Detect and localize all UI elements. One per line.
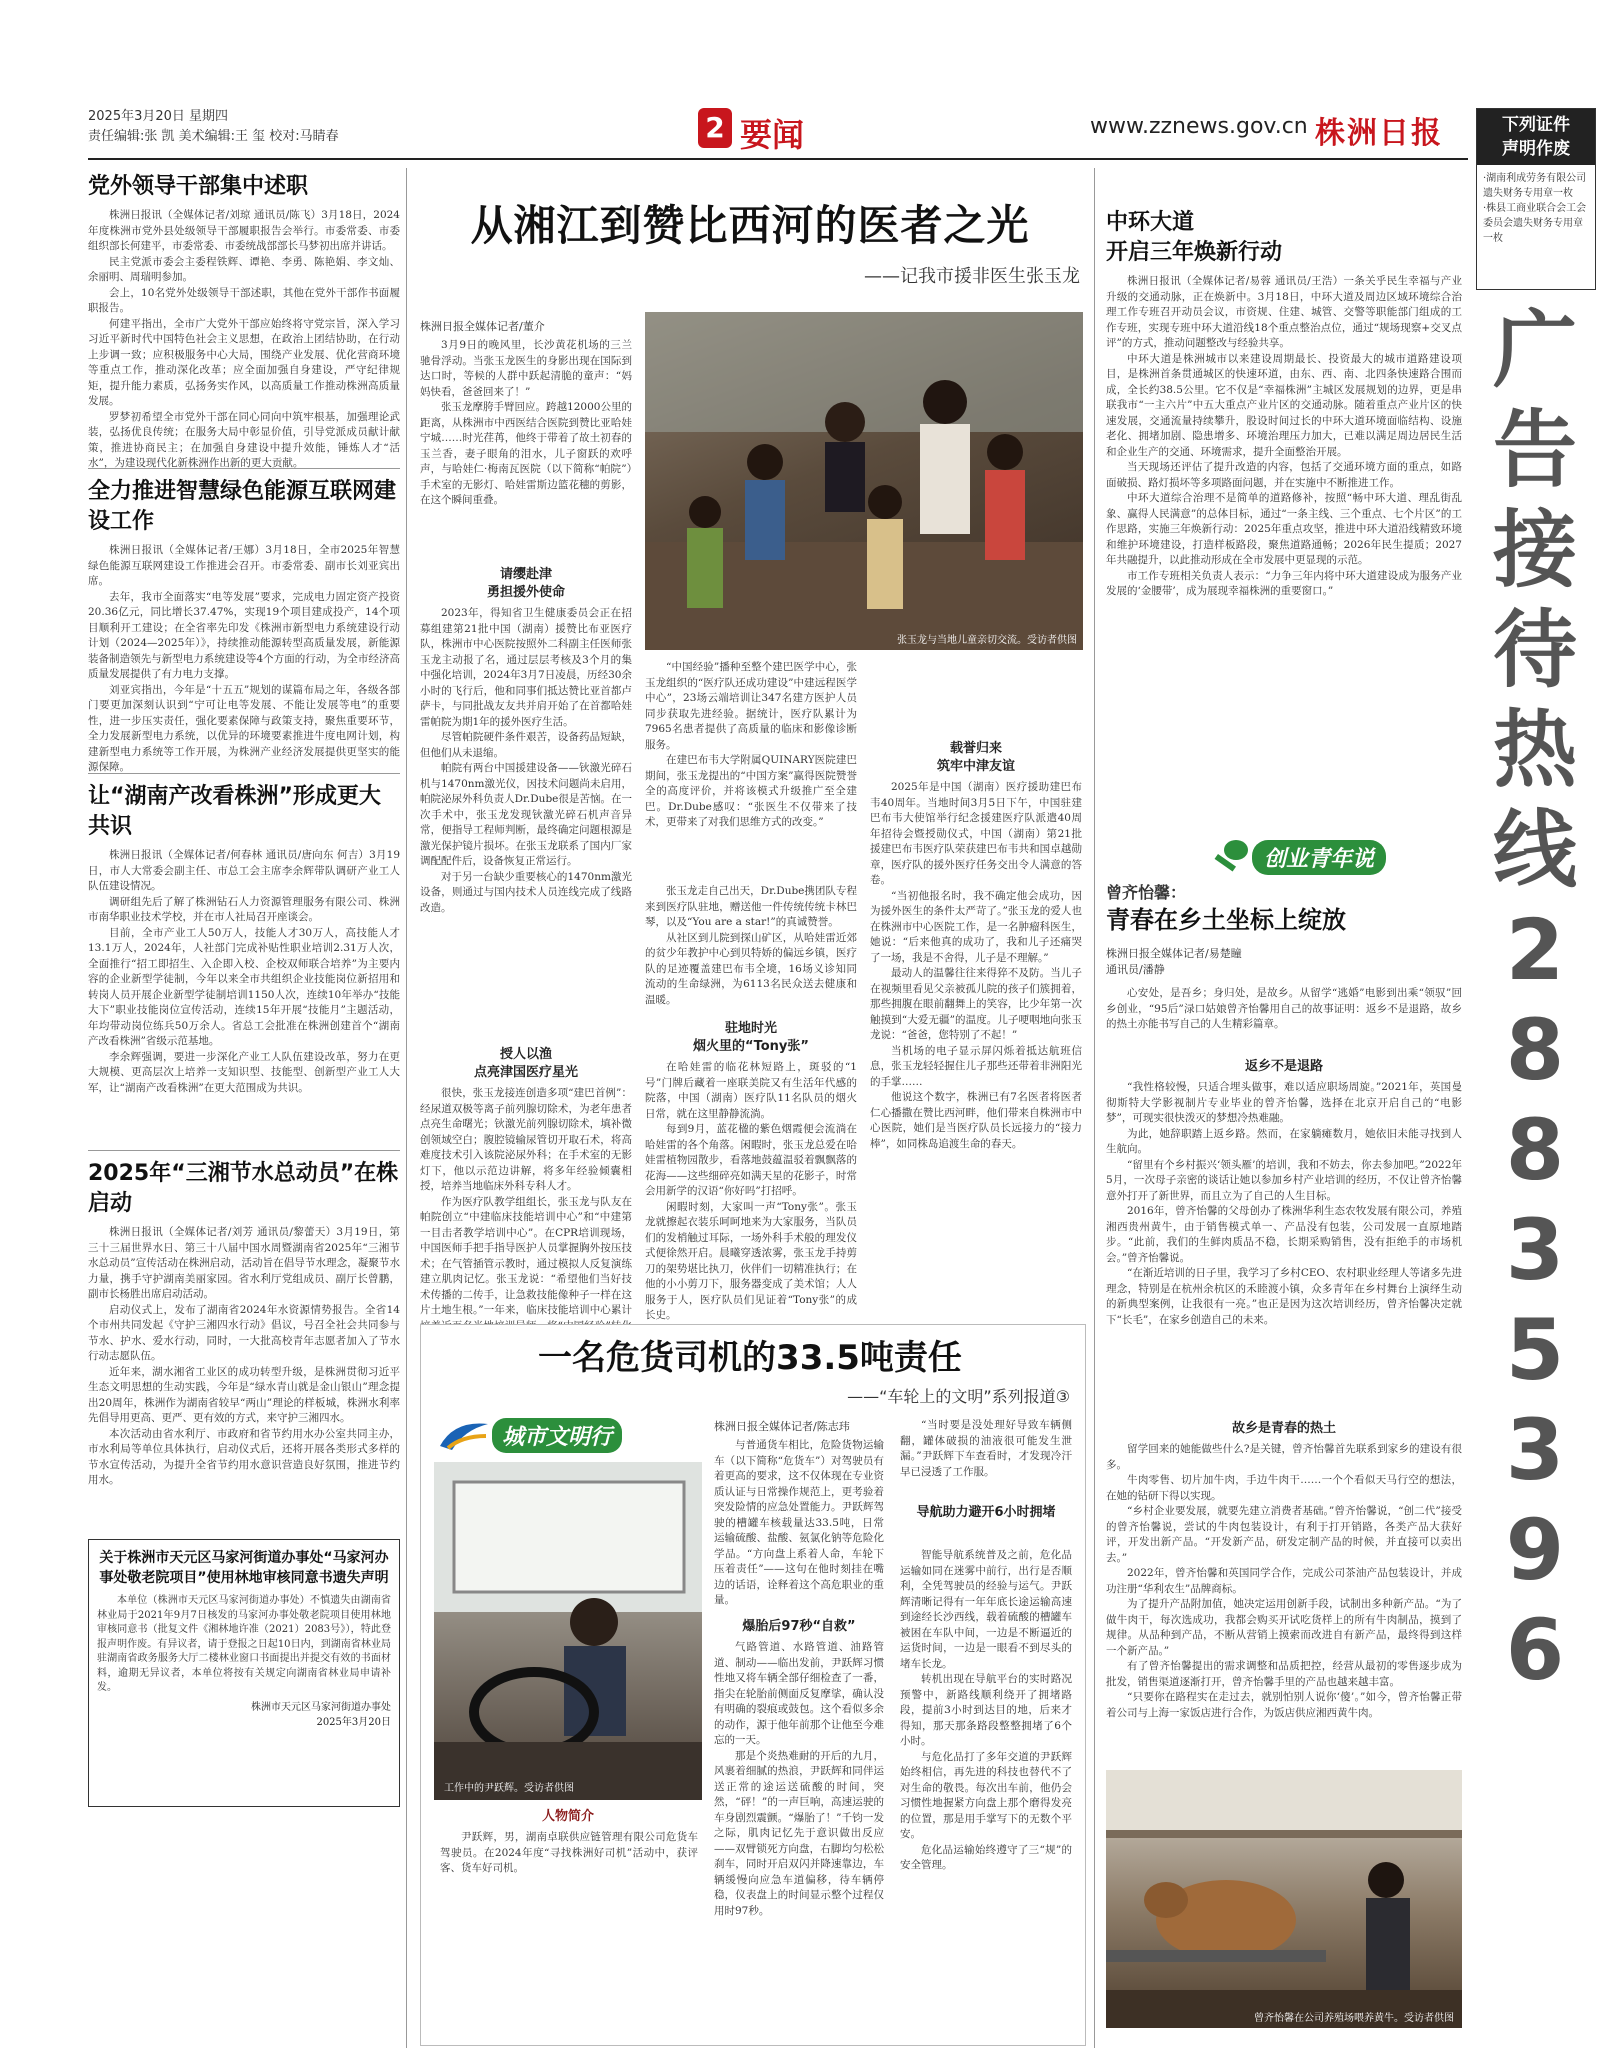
city-civility-tag bbox=[434, 1416, 640, 1454]
left-column bbox=[88, 168, 400, 1807]
article-body: “我性格较慢，只适合埋头做事，难以适应职场周旋。”2021年，英国曼彻斯特大学影视制片专业毕业的曾齐怡馨，选择在北京开启自己的“电影梦”，可现实很快泼灭的梦想冷热难融。 为此，她辞职踏上返乡路。然而，在家躺瘫数月，她依旧未能寻找到人生航向。 “留里有个乡村振兴‘领头雁’的培训，我和不妨去，你去参加吧。”2022年5月，一次母子亲密的谈话让她以参加乡村产业培训的经历，不仅让曾齐怡馨意外打开了新世界，而且立为了自己的人生目标。 2016年，曾齐怡馨的父母创办了株洲华利生态农牧发展有限公司，养殖湘西贵州黄牛，由于销售模式单一、产品没有包装，公司发展一直原地踏步。“此前，我们的生鲜肉质品不稳，长期采购销售，没有拒绝手的市场机会。”曾齐怡馨说。 “在渐近培训的日子里，我学习了乡村CEO、农村职业经理人等诸多先进理念，特别是在杭州余杭区的禾睦渡小镇，众多青年在乡村舞台上演绎生动的新典型案例，让我很有一亮。”也正是因为这次培训经历，曾齐怡馨决定就下“长毛”，在家乡创造自己的未来。 bbox=[1106, 1081, 1462, 1326]
truck-cab-photo-icon bbox=[434, 1462, 702, 1800]
article-title: 让“湖南产改看株洲”形成更大共识 bbox=[88, 784, 381, 839]
article-body: 株洲日报讯（全媒体记者/易蓉 通讯员/王浩）一条关乎民生幸福与产业升级的交通动脉，正在焕新中。3月18日，中环大道及周边区域环境综合治理工作专班召开动员会议，市资规、住建、城管、交警等职能部门组成的工作专班，实现专班中环大道沿线18个重点整治点位，通过“规场现察+交叉点评”的方式，推动问题整改与经验共享。 中环大道是株洲城市以来建设周期最长、投资最大的城市道路建设项目，是株洲首条贯通城区的快速环道，由东、西、南、北四条快速路合围而成，全长约38.5公里。它不仅是“幸福株洲”主城区发展规划的边界，更是串联我市“一主六片”中五大重点产业片区的交通动脉。随着重点产业片区的快速发展，交通流量持续攀升，股设时间过长的中环大道环境面临结构、设施老化、拥堵加剧、隐患增多、环境治理压力加大，已难以满足周边居民生活和企业生产的交通、环境需求，提升全面整治开展。 当天现场还评估了提升改造的内容，包括了交通环境方面的重点，如路面破损、路灯损坏等多项路面问题，并在实施中不断推进工作。 中环大道综合治理不是简单的道路修补，按照“畅中环大道、理乱街乱象、赢得人民满意”的总体目标，通过“一条主线、三个重点、七个片区”的工作思路，实施三年焕新行动：2025年重点攻坚，推进中环大道沿线精致环境和维护环境建设，打造样板路段，聚焦道路通畅；2026年民生提质；2027年共融提升，以此推动形成在全市发展中更显现的示范。 市工作专班相关负责人表示：“力争三年内将中环大道建设成为服务产业发展的‘金腰带’，成为展现幸福株洲的重要窗口。” bbox=[1106, 275, 1462, 597]
ad-char: 待 bbox=[1492, 601, 1577, 699]
feature-col1b: 2023年，得知省卫生健康委员会正在招募组建第21批中国（湖南）援赞比布亚医疗队，株洲市中心医院按照外二科副主任医师张玉龙主动报了名，通过层层考核及3个月的集中强化培训，2024年3月7日凌晨，历经30余小时的飞行后，他和同事们抵达赞比亚首都卢萨卡，与同批战友友共并肩开始了在首都哈娃雷帕院为期1年的援外医疗生活。 尽管帕院硬件条件艰苦，设备药品短缺，但他们从未退缩。 帕院有两台中国援建设备——钬激光碎石机与1470nm激光仪，因技术问题尚未启用，帕院泌尿外科负责人Dr.Dube很是苦恼。在一次手术中，张玉龙发现钬激光碎石机声音异常，便指导工程师判断，最终确定问题根源是激光保护镜片损坏。在张玉龙联系了国内厂家调配配件后，设备恢复正常运行。 对于另一台缺少重要核心的1470nm激光设备，则通过与国内技术人员连线完成了线路改造。 bbox=[420, 607, 632, 914]
article-body: 留学回来的她能做些什么?是关键，曾齐怡馨首先联系到家乡的建设有很多。 牛肉零售、切片加牛肉，手边牛肉干……一个个看似天马行空的想法，在她的钻研下得以实现。 “乡村企业要发展，就要先建立消费者基础。”曾齐怡馨说，“创二代”接受的曾齐怡馨说，尝试的牛肉包装设计，有利于打开销路，各类产品大获好评，开发出新产品。“开发新产品，研发定制产品的时候，并直接可以卖出去。” 2022年，曾齐怡馨和英国同学合作，完成公司茶油产品包装设计，并成功注册“华利农生”品牌商标。 为了提升产品附加值，她决定运用创新手段，试制出多种新产品。“为了做牛肉干，每次选成功，我都会购买开试吃货样上的所有牛肉制品，摸到了规律。从品种到产品，不断从营销上摸索而改进自有新产品，最终得到这样一个新产品。” 有了曾齐怡馨提出的需求调整和品质把控，经营从最初的零售逐步成为批发，销售渠道逐渐打开，曾齐怡馨手里的产品也越来越丰富。 “只要你在路程实在走过去，就别怕别人说你‘傻’。”如今，曾齐怡馨正带着公司与上海一家饭店进行合作，为饭店供应湘西黄牛肉。 bbox=[1106, 1443, 1462, 1719]
article-subhead: 返乡不是退路 bbox=[1244, 1059, 1323, 1074]
feature-photo bbox=[645, 312, 1083, 650]
feature-subhead: 载誉归来 筑牢中津友谊 bbox=[936, 741, 1015, 774]
feature-subhead: 请缨赴津 勇担援外使命 bbox=[486, 567, 565, 600]
article-title: 党外领导干部集中述职 bbox=[88, 174, 309, 199]
lost-notice-box bbox=[88, 1539, 400, 1807]
ad-char: 广 bbox=[1492, 301, 1577, 399]
youth-startup-tag bbox=[1210, 836, 1410, 878]
feature2-subtitle: ——“车轮上的文明”系列报道③ bbox=[847, 1387, 1070, 1406]
site-url[interactable]: www.zznews.gov.cn bbox=[1090, 114, 1308, 139]
driver-photo bbox=[434, 1462, 702, 1800]
ad-char: 3 bbox=[1505, 1201, 1565, 1299]
feature2-title: 一名危货司机的33.5吨责任 bbox=[538, 1338, 962, 1378]
profile-label: 人物简介 bbox=[541, 1809, 594, 1824]
cattle-farm-photo-icon bbox=[1106, 1770, 1462, 2028]
profile-text: 尹跃辉，男，湖南卓联供应链管理有限公司危货车驾驶员。在2024年度“寻找株洲好司机”活动中，获评客、货车好司机。 bbox=[440, 1831, 698, 1874]
article-title: 青春在乡土坐标上绽放 bbox=[1106, 906, 1346, 934]
article-body: 株洲日报讯（全媒体记者/刘琼 通讯员/陈飞）3月18日，2024年度株洲市党外县处级领导干部履职报告会举行。市委常委、市委组织部长何建平，市委常委、市委统战部部长马梦初出席并讲话。 民主党派市委会主委程铁辉、谭艳、李勇、陈艳娟、李文灿、余丽明、周瑞明参加。 会上，10名党外处级领导干部述职，其他在党外干部作书面履职报告。 何建平指出，全市广大党外干部应始终将守党宗旨，深入学习习近平新时代中国特色社会主义思想，在政治上团结协助，在行动上步调一致；应积极服务中心大局，围绕产业发展、优化营商环境等重点工作，推动深化改革；应全面加强自身建设，严守纪律规矩，提升能力素质，弘扬务实作风，以高质量工作推动株洲高质量发展。 罗梦初希望全市党外干部在同心同向中筑牢根基，加强理论武装，弘扬优良传统；在服务大局中彰显价值，引导党派成员献计献策，推进协商民主；在加强自身建设中提升效能，锤炼人才“活水”，为建设现代化新株洲作出新的更大贡献。 bbox=[88, 209, 400, 469]
lost-notice-sign: 株洲市天元区马家河街道办事处 bbox=[251, 1701, 391, 1713]
ad-char: 8 bbox=[1505, 1101, 1565, 1199]
article-title: 中环大道 开启三年焕新行动 bbox=[1106, 210, 1283, 265]
editors-line: 责任编辑:张 凯 美术编辑:王 玺 校对:马睛春 bbox=[88, 129, 339, 144]
feature-photo-caption: 张玉龙与当地儿童亲切交流。受访者供图 bbox=[897, 635, 1077, 646]
ad-char: 8 bbox=[1505, 1001, 1565, 1099]
feature-subhead: 驻地时光 烟火里的“Tony张” bbox=[693, 1021, 809, 1054]
ad-char: 5 bbox=[1505, 1301, 1565, 1399]
void-notice-item: ·湖南利成劳务有限公司遗失财务专用章一枚 bbox=[1483, 173, 1587, 199]
feature-col3: 2025年是中国（湖南）医疗援助建巴布韦40周年。当地时间3月5日下午，中国驻建巴布韦大使馆举行纪念援建医疗队派遣40周年招待会暨授勋仪式，中国（湖南）第21批援建巴布韦医疗队荣获建巴布韦共和国卓越勋章，医疗队的援外医疗任务交出令人满意的答卷。 “当初他报名时，我不确定他会成功，因为援外医生的条件太严苛了。”张玉龙的爱人也在株洲市中心医院工作，是一名肿瘤科医生，她说：“后来他真的成功了，我和儿子还痛哭了一场，我是不舍得，儿子是不理解。” 最动人的温馨往往来得猝不及防。当儿子在视频里看见父亲被孤儿院的孩子们簇拥着，那些拥腹在眼前翻舞上的笑容，比少年第一次触摸到“大爱无疆”的温度。儿子哽咽地向张玉龙说：“爸爸，您特别了不起！” 当机场的电子显示屏闪烁着抵达航班信息，张玉龙轻轻握住儿子那些还带着非洲阳光的手掌…… 他说这个数字，株洲已有7名医者将医者仁心播撒在赞比西河畔，他们带来自株洲市中心医院，她们是当医疗队员长远接力的“接力棒”，如同株岛追渡生命的春天。 bbox=[870, 781, 1082, 1150]
ad-char: 热 bbox=[1492, 701, 1577, 799]
column-divider bbox=[1094, 168, 1095, 2048]
feature-title: 从湘江到赞比西河的医者之光 bbox=[470, 201, 1030, 250]
ad-char: 线 bbox=[1492, 801, 1577, 899]
article-byline: 株洲日报全媒体记者/易楚瞳 通讯员/潘静 bbox=[1106, 947, 1242, 976]
page-number-badge: 2 bbox=[698, 108, 732, 148]
feature2-colA: 与普通货车相比，危险货物运输车（以下简称“危货车”）对驾驶员有着更高的要求，这不仅体现在专业资质认证与日常操作规范上，更考验着突发险情的应急处置能力。尹跃辉驾驶的槽罐车核载量达33.5吨，日常运输硫酸、盐酸、氨氯化钠等危险化学品。“方向盘上系着人命，车轮下压着责任”——这句在他时刻挂在嘴边的话语，诠释着这个高危职业的重量。 bbox=[714, 1439, 884, 1606]
column-divider bbox=[406, 168, 407, 2048]
void-notice-title: 下列证件 声明作废 bbox=[1477, 109, 1595, 165]
ad-char: 6 bbox=[1505, 1601, 1565, 1699]
lost-notice-title: 关于株洲市天元区马家河街道办事处“马家河办事处敬老院项目”使用林地审核同意书遗失声明 bbox=[99, 1550, 389, 1586]
feature2-colB2: 智能导航系统普及之前，危化品运输如同在迷雾中前行，出行是否顺利，全凭驾驶员的经验与运气。尹跃辉清晰记得有一年年底长途运输高速到途经长沙西线，载着硫酸的槽罐车被困在车队中间，一边是不断逼近的运货时间，一边是一眼看不到尽头的堵车长龙。 转机出现在导航平台的实时路况预警中，新路线顺利绕开了拥堵路段，提前3小时到达目的地，后来才得知，那天那条路段整整拥堵了6个小时。 与危化品打了多年交道的尹跃辉始终相信，再先进的科技也替代不了对生命的敬畏。每次出车前，他仍会习惯性地握紧方向盘上那个磨得发亮的位置，那是用手掌写下的无数个平安。 危化品运输始终遵守了三“规”的安全管理。 bbox=[900, 1549, 1072, 1871]
ad-char: 接 bbox=[1492, 501, 1577, 599]
feature-col2d: 在哈娃雷的临花林短路上，斑驳的“1号”门牌后藏着一座联美院又有生活年代感的院落，中国（湖南）医疗队11名队员的烟火日常，就在这里静静流淌。 每到9月，蓝花楹的紫色烟霞便会流淌在哈娃雷的各个角落。闲暇时，张玉龙总爱在哈娃雷植物园散步，看落地鼓蕴温驳着飘飘落的花海——这些细碎亮如满天星的花影子，时常会用新学的汉语“你好吗”打招呼。 闲暇时刻，大家叫一声“Tony张”。张玉龙就擦起衣装乐呵呵地来为大家服务，当队员们的发梢触过耳际，一场外科手术般的理发仪式便徐然开启。晨曦穿透浓雾，张玉龙手持剪刀的架势堪比执刀，伙伴们一切精准执行；在他的小小剪刀下，服务器变成了美术馆；人人服务于人，医疗队员们见证着“Tony张”的成长史。 bbox=[645, 1061, 857, 1321]
article-body: 株洲日报讯（全媒体记者/王娜）3月18日，全市2025年智慧绿色能源互联网建设工作推进会召开。市委常委、副市长刘亚宾出席。 去年，我市全面落实“电等发展”要求，完成电力固定资产投资20.36亿元，同比增长37.47%，实现19个项目建成投产，14个项目顺利开工建设；在全省率先印发《株洲市新型电力系统建设行动计划（2024—2025年）》，持续推动能源转型高质量发展，新能源装备制造领先与新型电力系统建设等4个方面的行动，为全市经济高质量发展提供了有力电力支撑。 刘亚宾指出，今年是“十五五”规划的谋篇布局之年，各级各部门要更加深刻认识到“宁可让电等发展、不能让发展等电”的重要性，进一步压实责任，强化要素保障与政策支持，聚焦重要环节，全力发展新型电力系统，以优异的环境要素推进牛度电网计划，构建新型电力系统等工作开展，为株洲产业经济发展提供更坚实的能源保障。 bbox=[88, 544, 400, 773]
void-notice-item: ·株县工商业联合会工会委员会遗失财务专用章一枚 bbox=[1483, 203, 1587, 244]
article-body: 株洲日报讯（全媒体记者/何春林 通讯员/唐向东 何吉）3月19日，市人大常委会副主任、市总工会主席李余辉带队调研产业工人队伍建设情况。 调研组先后了解了株洲钻石人力资源管理服务有限公司、株洲市南华职业技术学校，并在市人社局召开座谈会。 目前，全市产业工人50万人，技能人才30万人，高技能人才13.1万人，2024年，人社部门完成补贴性职业培训2.31万人次，全面推行“招工即招生、入企即入校、企校双师联合培养”为主要内容的企业新型学徒制，今年以来全市共组织企业技能岗位新招用和转岗人员开展企业新型学徒制培训1150人次，连续10年举办“技能大下”职业技能岗位宣传活动，连续15年开展“技能月”主题活动，年均带动岗位练兵50万余人。省总工会批准在株洲创建首个“湖南产改看株洲”省级示范基地。 李余辉强调，要进一步深化产业工人队伍建设改革，努力在更大规模、更高层次上培养一支知识型、技能型、创新型产业工人大军，让“湖南产改看株洲”在更大范围成为共识。 bbox=[88, 849, 400, 1094]
feature2-subhead: 爆胎后97秒“自救” bbox=[742, 1619, 856, 1634]
feature2-byline: 株洲日报全媒体记者/陈志玮 bbox=[714, 1420, 850, 1433]
article-intro: 心安处，是吾乡；身归处，是故乡。从留学“逃婚”电影到出乘“领驭”回乡创业，“95后”渌口姑娘曾齐怡馨用自己的故事证明：返乡不是退路，故乡的热土亦能书写自己的人生精彩篇章。 bbox=[1106, 987, 1462, 1030]
ad-char: 告 bbox=[1492, 401, 1577, 499]
ad-hotline bbox=[1480, 300, 1590, 1700]
void-notice-box bbox=[1476, 108, 1596, 290]
section-name: 要闻 bbox=[740, 116, 805, 154]
feature-col1: 3月9日的晚风里，长沙黄花机场的三兰驰骨浮动。当张玉龙医生的身影出现在国际到达口时，等候的人群中跃起清脆的童声：“妈妈快看，爸爸回来了！” 张玉龙摩胯手臂回应。跨越12000公里的距离，从株洲市中西医结合医院到赞比亚哈娃宁城……时光荏苒，他终于带着了故土初春的玉兰香，妻子眼角的泪水，儿子窗跃的欢呼声，与哈娃仁·梅南瓦医院（以下简称“帕院”）手术室的无影灯、哈娃雷斯边篮花穗的剪影，在这个瞬间重叠。 bbox=[420, 339, 632, 506]
lost-notice-date: 2025年3月20日 bbox=[316, 1716, 391, 1728]
children-photo-icon bbox=[645, 312, 1083, 650]
ad-char: 2 bbox=[1505, 901, 1565, 999]
article-subhead: 故乡是青春的热土 bbox=[1231, 1421, 1336, 1436]
youth-startup-tag-label: 创业青年说 bbox=[1252, 840, 1386, 875]
issue-date: 2025年3月20日 星期四 bbox=[88, 109, 229, 124]
article-title: 全力推进智慧绿色能源互联网建设工作 bbox=[88, 479, 397, 534]
microphone-icon bbox=[1210, 836, 1256, 878]
feature-subhead: 授人以渔 点亮津国医疗星光 bbox=[473, 1047, 578, 1080]
header-rule bbox=[88, 158, 1468, 160]
cattle-photo-caption: 曾齐怡馨在公司养殖场喂养黄牛。受访者供图 bbox=[1254, 2013, 1454, 2024]
ad-char: 3 bbox=[1505, 1401, 1565, 1499]
feature-col1c: 很快，张玉龙接连创造多项“建巴首例”：经尿道双极等离子前列腺切除术，为老年患者点亮生命曙光；钬激光前列腺切除术，填补微创领域空白；腹腔镜输尿管切开取石术，将高难度技术引入该院泌尿外科；在手术室的无影灯下，他以示范边讲解，将多年经验倾囊相授，培养当地临床外科专科人才。 作为医疗队教学组组长，张玉龙与队友在帕院创立“中建临床技能培训中心”和“中建第一目击者教学培训中心”。在CPR培训现场，中国医师手把手指导医护人员掌握胸外按压技术；在气管插管示教时，通过模拟人反复演练建立肌肉记忆。张玉龙说：“希望他们当好技术传播的二传手，让急救技能像种子一样在这片土地生根。”一年来，临床技能培训中心累计 bbox=[420, 1087, 632, 1316]
feature-col2c: 张玉龙走自己出天，Dr.Dube携团队专程来到医疗队驻地，赠送他一件传统传统卡林巴琴，以及“You are a star!”的真诚赞誉。 从社区到儿院到探山矿区，从哈娃雷近郊的贫少年教护中心到贝特娇的偏远乡镇，医疗队的足迹覆盖建巴布韦全境，16场义诊知同流动的生命绿洲，为6113名民众送去健康和温暖。 bbox=[645, 885, 857, 1006]
feature-col2: “中国经验”播种至整个建巴医学中心，张玉龙组织的“医疗队还成功建设”中建远程医学中心”，23场云端培训让347名建方医护人员同步获取先进经验。据统计，医疗队累计为7965名患者提供了高质量的临床和影像诊断服务。 在建巴布韦大学附属QUINARY医院建巴期间，张玉龙提出的“中国方案”赢得医院赞誉全的高度评价，并将该模式升级推广至全建巴。Dr.Dube感叹：“张医生不仅带来了技术，更带来了对我们思维方式的改变。” bbox=[645, 661, 857, 828]
feature2-subhead: 导航助力避开6小时拥堵 bbox=[916, 1505, 1056, 1520]
cattle-photo bbox=[1106, 1770, 1462, 2028]
feature2-colB: “当时要是没处理好导致车辆侧翻，罐体破损的油液很可能发生泄漏。”尹跃辉下车查看时，才发现冷汗早已浸透了工作服。 bbox=[900, 1419, 1072, 1478]
lost-notice-body: 本单位（株洲市天元区马家河街道办事处）不慎遗失由湖南省林业局于2021年9月7日核发的马家河办事处敬老院项目使用林地审核同意书（批复文件《湘林地许准（2021）2083号》），特此登报声明作废。有异议者，请于登报之日起10日内，到湖南省林业局驻湖南省政务服务大厅二楼林业窗口书面提出并提交有效的书面材料，逾期无异议者，本单位将按有关规定向湖南省林业局申请补发。 bbox=[97, 1595, 391, 1693]
newspaper-logo: 株洲日报 bbox=[1315, 116, 1443, 151]
feature-subtitle: ——记我市援非医生张玉龙 bbox=[864, 266, 1080, 287]
article-kicker: 曾齐怡馨： bbox=[1106, 883, 1187, 902]
article-body: 株洲日报讯（全媒体记者/刘芳 通讯员/黎蕾天）3月19日，第三十三届世界水日、第三十八届中国水周暨湖南省2025年“三湘节水总动员”宣传活动在株洲启动，活动旨在倡导节水理念，凝聚节水力量，携手守护湖南美丽家园。省水利厅党组成员、副厅长曾鹏，副市长杨胜出席启动活动。 启动仪式上，发布了湖南省2024年水资源情势报告。全省14个市州共同发起《守护三湘四水行动》倡议，号召全社会共同参与节水、护水、爱水行动，同时，一大批高校青年志愿者加入了节水行动志愿队伍。 近年来，湖水湘省工业区的成功转型升级，是株洲贯彻习近平生态文明思想的生动实践，今年是“绿水青山就是金山银山”理念提出20周年，株洲作为湖南省较早“两山”理论的样板城，株洲水利率先倡导用更高、更严、更有效的方式，来守护三湘四水。 本次活动由省水利厅、市政府和省节约用水办公室共同主办，市水利局等单位具体执行，启动仪式后，还将开展各类形式多样的节水宣传活动，为提升全省节约用水意识营造良好氛围，推进节约用水。 bbox=[88, 1226, 400, 1486]
article-title: 2025年“三湘节水总动员”在株启动 bbox=[88, 1161, 399, 1216]
feature2-colA2: 气路管道、水路管道、油路管道、制动——临出发前，尹跃辉习惯性地又将车辆全部仔细检查了一番，指尖在轮胎前侧面反复摩挲，确认没有明确的裂痕或鼓包。这个看似多余的动作，源于他年前那个让他至今难忘的一天。 那是个炎热难耐的开后的九月，风裹着细腻的热浪，尹跃辉和同伴运送正常的途运送硫酸的时间，突然，“砰！”的一声巨响，高速运驶的车身剧烈震颤。“爆胎了！”千钧一发之际，肌肉记忆先于意识做出反应——双臂锁死方向盘，右脚均匀松松刹车，同时开启双闪并降速靠边，车辆缓慢向应急车道偏移，待车辆停稳，仪表盘上的时间显示整个过程仅用时97秒。 bbox=[714, 1641, 884, 1917]
ad-char: 9 bbox=[1505, 1501, 1565, 1599]
city-civility-tag-label: 城市文明行 bbox=[492, 1418, 622, 1453]
driver-photo-caption: 工作中的尹跃辉。受访者供图 bbox=[444, 1783, 574, 1794]
feature-byline: 株洲日报全媒体记者/董介 bbox=[420, 320, 545, 333]
logo-swoosh-icon bbox=[434, 1416, 494, 1454]
